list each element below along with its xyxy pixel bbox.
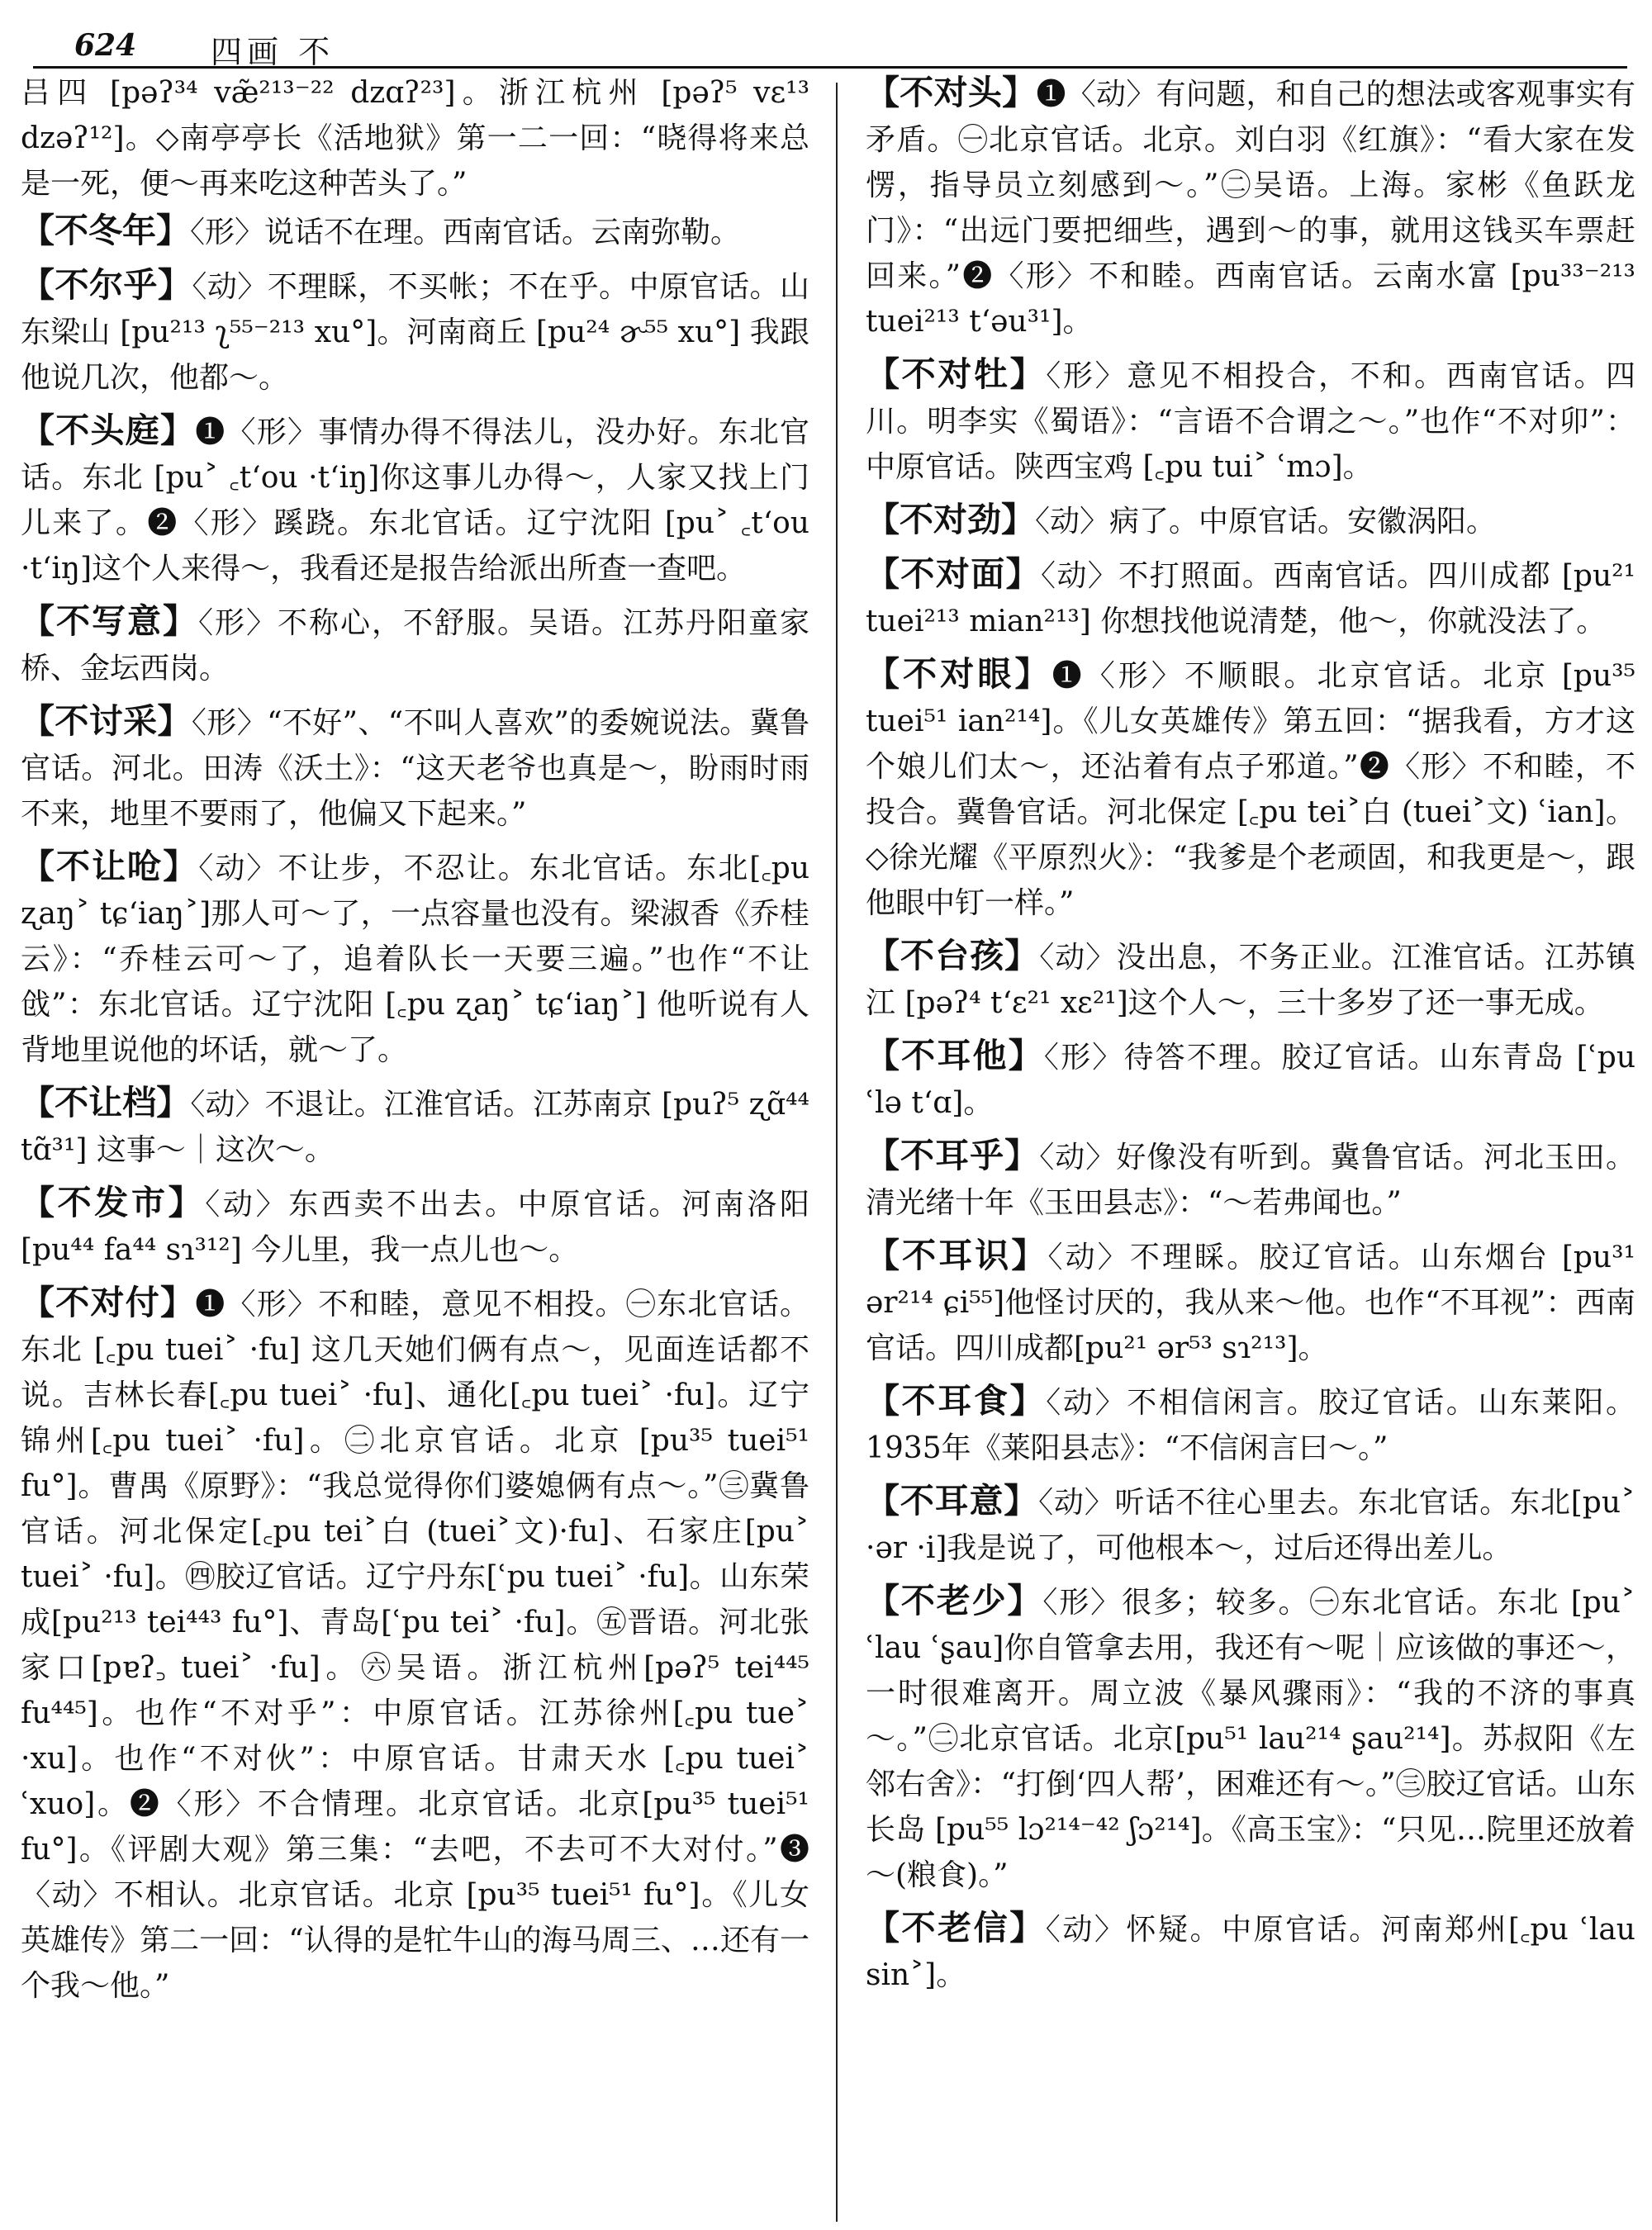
dictionary-entry <box>866 352 1635 490</box>
entry-headword: 【不让呛】 <box>21 847 199 886</box>
dictionary-entry <box>866 552 1635 644</box>
entry-headword: 【不写意】 <box>21 601 198 641</box>
part-of-speech: 〈动〉 <box>205 1188 289 1222</box>
page-header <box>33 17 1627 69</box>
part-of-speech: 〈动〉 <box>192 270 268 304</box>
entry-headword: 【不头庭】 <box>21 410 196 450</box>
entry-definition: 怀疑。中原官话。河南郑州[꜀pu ʿlau sin˃]。 <box>866 1913 1635 1992</box>
entry-definition: ❶〈形〉事情办得不得法儿，没办好。东北官话。东北 [pu˃ ꜀tʻou ·tʻiŋ]你这事儿办得～，人家又找上门儿来了。❷〈形〉蹊跷。东北官话。辽宁沈阳 [pu˃ ꜀tʻou ·tʻiŋ]这个人来得～，我看还是报告给派出所查一查吧。 <box>21 415 809 586</box>
entry-definition: ❶〈形〉不顺眼。北京官话。北京 [pu³⁵ tuei⁵¹ ian²¹⁴]。《儿女英雄传》第五回：“据我看，方才这个娘儿们太～，还沾着有点子邪道。”❷〈形〉不和睦，不投合。冀鲁官话。河北保定 [꜀pu tei˃白 (tuei˃文) ʿian]。◇徐光耀《平原烈火》：“我爹是个老顽固，和我更是～，跟他眼中钉一样。” <box>866 659 1635 920</box>
entry-definition: 听话不往心里去。东北官话。东北[pu˃ ·ər ·i]我是说了，可他根本～，过后还得出差儿。 <box>866 1486 1635 1565</box>
entry-headword: 【不对头】 <box>866 73 1037 112</box>
dictionary-entry <box>866 1033 1635 1126</box>
entry-definition: 不让步，不忍让。东北官话。东北[꜀pu ʐaŋ˃ tɕʻiaŋ˃]那人可～了，一点容量也没有。梁淑香《乔桂云》：“乔桂云可～了，追着队长一天要三遍。”也作“不让戗”：东北官话。辽宁沈阳 [꜀pu ʐaŋ˃ tɕʻiaŋ˃] 他听说有人背地里说他的坏话，就～了。 <box>21 852 809 1067</box>
entry-headword: 【不老信】 <box>866 1908 1046 1948</box>
dictionary-entry <box>866 70 1635 344</box>
entry-headword: 【不耳食】 <box>866 1381 1047 1421</box>
dictionary-entry <box>866 652 1635 926</box>
section-title: 四画 不 <box>211 34 335 70</box>
dictionary-entry <box>866 1378 1635 1471</box>
entry-definition: 不相信闲言。胶辽官话。山东莱阳。1935年《莱阳县志》：“不信闲言曰～。” <box>866 1386 1635 1465</box>
dictionary-entry <box>21 599 809 691</box>
entry-headword: 【不耳乎】 <box>866 1136 1040 1175</box>
entry-definition: 意见不相投合，不和。西南官话。四川。明李实《蜀语》：“言语不合谓之～。”也作“不对卯”：中原官话。陕西宝鸡 [꜀pu tui˃ ʿmɔ]。 <box>866 359 1635 484</box>
entry-headword: 【不冬年】 <box>21 211 190 250</box>
entry-headword: 【不对劲】 <box>866 500 1035 539</box>
part-of-speech: 〈形〉 <box>190 216 265 249</box>
continued-entry-text: 吕四 [pəʔ³⁴ væ̃²¹³⁻²² dzɑʔ²³]。浙江杭州 [pəʔ⁵ vɛ¹³ dzəʔ¹²]。◇南亭亭长《活地狱》第一二一回：“晓得将来总是一死，便～再来吃这种苦头了。” <box>21 76 809 201</box>
entry-headword: 【不尔乎】 <box>21 265 192 305</box>
entry-definition: 说话不在理。西南官话。云南弥勒。 <box>264 216 741 249</box>
part-of-speech: 〈动〉 <box>1035 505 1110 539</box>
dictionary-entry <box>866 1233 1635 1371</box>
entry-definition: 不退让。江淮官话。江苏南京 [puʔ⁵ ʐɑ̃⁴⁴ tɑ̃³¹] 这事～｜这次～。 <box>21 1088 809 1167</box>
entry-definition: 待答不理。胶辽官话。山东青岛 [ʿpu ʿlə tʻɑ]。 <box>866 1041 1635 1120</box>
entry-headword: 【不对牡】 <box>866 354 1047 394</box>
entry-headword: 【不对眼】 <box>866 654 1052 694</box>
entry-definition: ❶〈形〉不和睦，意见不相投。㊀东北官话。东北 [꜀pu tuei˃ ·fu] 这几天她们俩有点～，见面连话都不说。吉林长春[꜀pu tuei˃ ·fu]、通化[꜀pu tuei˃ ·fu]。辽宁锦州[꜀pu tuei˃ ·fu]。㊁北京官话。北京 [pu³⁵ tuei⁵¹ fu°]。曹禺《原野》：“我总觉得你们婆媳俩有点～。”㊂冀鲁官话。河北保定[꜀pu tei˃白 (tuei˃文)·fu]、石家庄[pu˃ tuei˃ ·fu]。㊃胶辽官话。辽宁丹东[ʿpu tuei˃ ·fu]。山东荣成[pu²¹³ tei⁴⁴³ fu°]、青岛[ʿpu tei˃ ·fu]。㊄晋语。河北张家口[pɐʔ꜆ tuei˃ ·fu]。㊅吴语。浙江杭州[pəʔ⁵ tei⁴⁴⁵ fu⁴⁴⁵]。也作“不对乎”：中原官话。江苏徐州[꜀pu tue˃ ·xu]。也作“不对伙”：中原官话。甘肃天水 [꜀pu tuei˃ ʿxuo]。❷〈形〉不合情理。北京官话。北京[pu³⁵ tuei⁵¹ fu°]。《评剧大观》第三集：“去吧，不去可不大对付。”❸〈动〉不相认。北京官话。北京 [pu³⁵ tuei⁵¹ fu°]。《儿女英雄传》第二一回：“认得的是牤牛山的海马周三、…还有一个我～他。” <box>21 1288 809 2003</box>
entry-headword: 【不耳他】 <box>866 1036 1044 1075</box>
entry-headword: 【不让档】 <box>21 1083 191 1122</box>
entry-headword: 【不对付】 <box>21 1283 196 1322</box>
part-of-speech: 〈形〉 <box>1043 1041 1124 1075</box>
dictionary-entry <box>866 1478 1635 1571</box>
dictionary-entry <box>21 844 809 1073</box>
entry-headword: 【不台孩】 <box>866 936 1040 975</box>
dictionary-entry <box>21 699 809 837</box>
part-of-speech: 〈动〉 <box>1039 1141 1117 1174</box>
entry-headword: 【不老少】 <box>866 1581 1043 1620</box>
entry-definition: 没出息，不务正业。江淮官话。江苏镇江 [pəʔ⁴ tʻɛ²¹ xɛ²¹]这个人～，三十多岁了还一事无成。 <box>866 941 1635 1020</box>
entry-definition: 不理睬。胶辽官话。山东烟台 [pu³¹ ər²¹⁴ ɕi⁵⁵]他怪讨厌的，我从来～他。也作“不耳视”：西南官话。四川成都[pu²¹ ər⁵³ sɿ²¹³]。 <box>866 1241 1635 1365</box>
entry-headword: 【不讨采】 <box>21 701 192 741</box>
entry-headword: 【不对面】 <box>866 554 1042 594</box>
left-column <box>21 70 809 2218</box>
part-of-speech: 〈动〉 <box>1039 941 1117 975</box>
part-of-speech: 〈动〉 <box>1038 1486 1115 1520</box>
part-of-speech: 〈动〉 <box>190 1088 265 1122</box>
part-of-speech: 〈动〉 <box>1041 559 1119 593</box>
entry-definition: 不打照面。西南官话。四川成都 [pu²¹ tuei²¹³ mian²¹³] 你想找他说清楚，他～，你就没法了。 <box>866 559 1635 638</box>
dictionary-entry <box>21 1180 809 1273</box>
entry-definition: 很多；较多。㊀东北官话。东北 [pu˃ ʿlau ʿʂau]你自管拿去用，我还有～呢｜应该做的事还～，一时很难离开。周立波《暴风骤雨》：“我的不济的事真～。”㊁北京官话。北京[pu⁵¹ lau²¹⁴ ʂau²¹⁴]。苏叔阳《左邻右舍》：“打倒‘四人帮’，困难还有～。”㊂胶辽官话。山东长岛 [pu⁵⁵ lɔ²¹⁴⁻⁴² ʃɔ²¹⁴]。《高玉宝》：“只见…院里还放着～(粮食)。” <box>866 1586 1635 1892</box>
dictionary-entry <box>866 933 1635 1026</box>
right-column <box>866 70 1635 2218</box>
entry-headword: 【不耳意】 <box>866 1481 1039 1521</box>
dictionary-entry <box>21 1080 809 1173</box>
part-of-speech: 〈动〉 <box>1047 1241 1130 1274</box>
dictionary-entry <box>21 1280 809 2009</box>
dictionary-entry <box>866 1578 1635 1898</box>
entry-definition: “不好”、“不叫人喜欢”的委婉说法。冀鲁官话。河北。田涛《沃土》：“这天老爷也真是～，盼雨时雨不来，地里不要雨了，他偏又下起来。” <box>21 706 809 831</box>
part-of-speech: 〈动〉 <box>1046 1386 1127 1420</box>
part-of-speech: 〈形〉 <box>198 606 278 640</box>
part-of-speech: 〈形〉 <box>1046 359 1127 393</box>
part-of-speech: 〈形〉 <box>1042 1586 1123 1620</box>
entry-definition: 不称心，不舒服。吴语。江苏丹阳童家桥、金坛西岗。 <box>21 606 809 686</box>
entry-headword: 【不耳识】 <box>866 1236 1048 1275</box>
dictionary-entry <box>21 208 809 255</box>
dictionary-entry <box>21 408 809 591</box>
dictionary-entry <box>21 263 809 401</box>
page-number: 624 <box>74 28 137 63</box>
entry-definition: 病了。中原官话。安徽涡阳。 <box>1109 505 1497 539</box>
entry-definition: 东西卖不出去。中原官话。河南洛阳 [pu⁴⁴ fa⁴⁴ sɿ³¹²] 今儿里，我一点儿也～。 <box>21 1188 809 1267</box>
part-of-speech: 〈动〉 <box>1045 1913 1127 1947</box>
entry-headword: 【不发市】 <box>21 1183 206 1222</box>
entry-definition: 好像没有听到。冀鲁官话。河北玉田。清光绪十年《玉田县志》：“～若弗闻也。” <box>866 1141 1635 1220</box>
entry-definition: 不理睬，不买帐；不在乎。中原官话。山东梁山 [pu²¹³ ʅ⁵⁵⁻²¹³ xu°]。河南商丘 [pu²⁴ ɚ⁵⁵ xu°] 我跟他说几次，他都～。 <box>21 270 809 395</box>
dictionary-entry <box>866 497 1635 544</box>
dictionary-entry <box>866 1133 1635 1226</box>
part-of-speech: 〈形〉 <box>191 706 268 740</box>
column-divider <box>836 83 838 2222</box>
dictionary-entry <box>866 1905 1635 1998</box>
part-of-speech: 〈动〉 <box>198 852 278 885</box>
entry-definition: ❶〈动〉有问题，和自己的想法或客观事实有矛盾。㊀北京官话。北京。刘白羽《红旗》：“看大家在发愣，指导员立刻感到～。”㊁吴语。上海。家彬《鱼跃龙门》：“出远门要把细些，遇到～的事，就用这钱买车票赶回来。”❷〈形〉不和睦。西南官话。云南水富 [pu³³⁻²¹³ tuei²¹³ tʻəu³¹]。 <box>866 78 1635 339</box>
